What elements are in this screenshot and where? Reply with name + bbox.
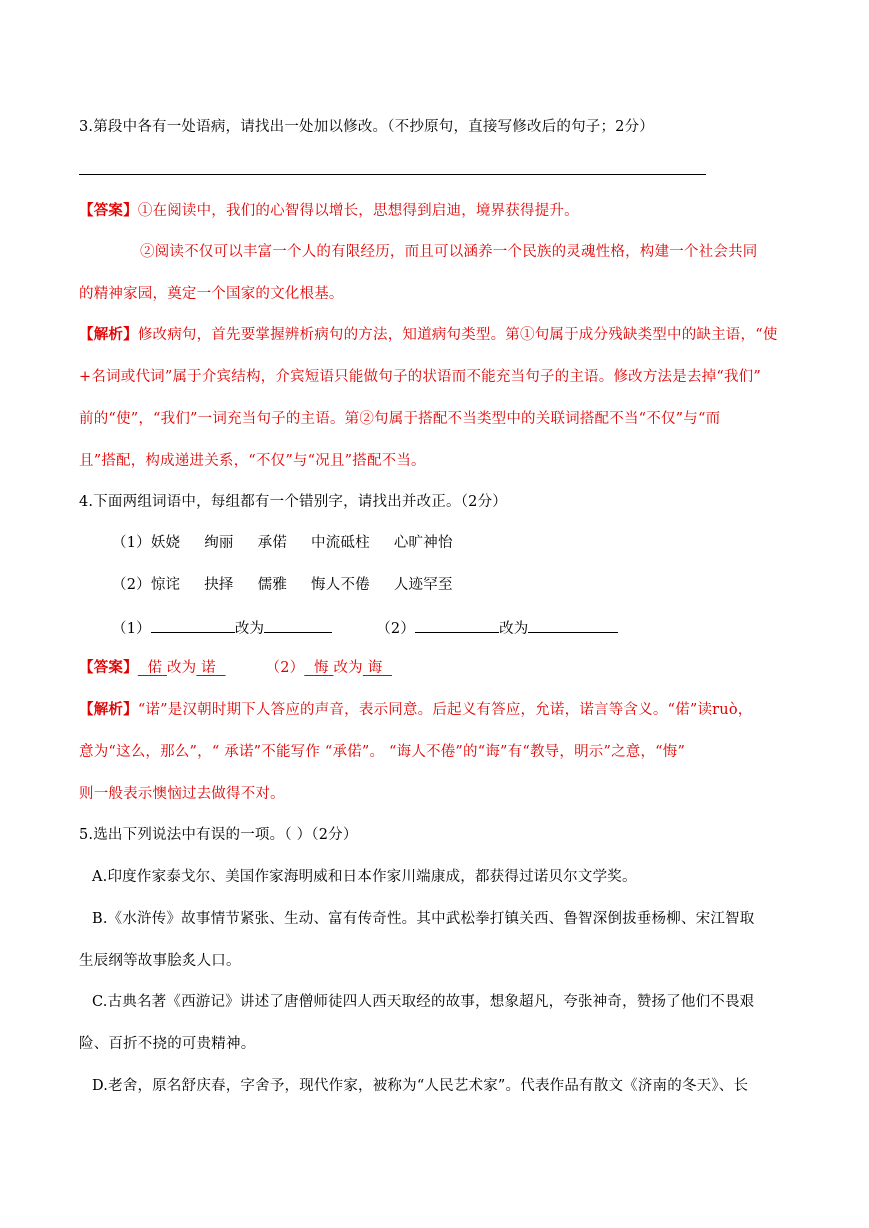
word: 绚丽 xyxy=(204,535,234,551)
word: 抉择 xyxy=(204,577,234,593)
word: 儒雅 xyxy=(257,577,288,593)
fill-change-2: 改为 xyxy=(499,621,529,637)
word: 承偌 xyxy=(257,535,288,551)
q4-answer xyxy=(79,657,799,679)
q4-analysis-line1 xyxy=(79,699,799,721)
analysis-tag: 【解析】 xyxy=(79,326,138,343)
fill-blank-1[interactable] xyxy=(151,616,235,633)
answer-tag: 【答案】 xyxy=(79,659,138,676)
q5-question: 5.选出下列说法中有误的一项。（ ）（2分） xyxy=(79,827,358,843)
q4-fill-blanks xyxy=(112,616,832,640)
q3-analysis-line4: 且”搭配，构成递进关系，“不仅”与“况且”搭配不当。 xyxy=(79,453,426,469)
answer-right-2: 诲 xyxy=(367,660,383,676)
word: 中流砥柱 xyxy=(311,535,370,551)
q4-group-2 xyxy=(112,574,832,596)
word: 惊诧 xyxy=(150,577,181,593)
word: 心旷神怡 xyxy=(393,535,453,551)
word: 悔人不倦 xyxy=(311,577,370,593)
group-label: （2） xyxy=(112,577,151,593)
answer-tag: 【答案】 xyxy=(79,202,138,219)
fill-label-2: （2） xyxy=(376,621,416,637)
answer-label-2: （2） xyxy=(265,660,305,676)
answer-line[interactable] xyxy=(79,174,706,175)
q5-option-c-line2: 险、百折不挠的可贵精神。 xyxy=(79,1036,256,1052)
answer-wrong-2: 悔 xyxy=(313,660,329,676)
analysis-text: 修改病句，首先要掌握辨析病句的方法，知道病句类型。第①句属于成分残缺类型中的缺主语，“使 xyxy=(137,327,778,343)
q3-analysis-line3: 前的“使”，“我们”一词充当句子的主语。第②句属于搭配不当类型中的关联词搭配不当“不仅”与“而 xyxy=(79,411,721,427)
answer-mid-2: 改为 xyxy=(333,660,363,676)
fill-blank-3[interactable] xyxy=(415,616,499,633)
word: 妖娆 xyxy=(150,535,181,551)
q3-question: 3.第段中各有一处语病，请找出一处加以修改。（不抄原句，直接写修改后的句子；2分） xyxy=(79,119,655,135)
q3-analysis-line1 xyxy=(79,324,799,346)
answer-mid-1: 改为 xyxy=(166,660,197,676)
analysis-text: “诺”是汉朝时期下人答应的声音，表示同意。后起义有答应，允诺，诺言等含义。“偌”读ruò， xyxy=(137,702,753,718)
q3-answer-2-line2: 的精神家园，奠定一个国家的文化根基。 xyxy=(79,286,344,302)
q4-question: 4.下面两组词语中，每组都有一个错别字，请找出并改正。（2分） xyxy=(79,494,508,510)
fill-blank-4[interactable] xyxy=(528,616,618,633)
group-label: （1） xyxy=(112,535,151,551)
q5-option-a[interactable]: A.印度作家泰戈尔、美国作家海明威和日本作家川端康成，都获得过诺贝尔文学奖。 xyxy=(92,869,637,885)
answer-wrong-1: 偌 xyxy=(147,660,163,676)
q5-option-b-line2: 生辰纲等故事脍炙人口。 xyxy=(79,953,241,969)
word: 人迹罕至 xyxy=(393,577,453,593)
q3-answer-1 xyxy=(79,200,799,222)
q4-analysis-line2: 意为“这么，那么”，“ 承诺”不能写作 “承偌”。 “诲人不倦”的“诲”有“教导，明示”之意，“悔” xyxy=(79,744,686,760)
q4-analysis-line3: 则一般表示懊恼过去做得不对。 xyxy=(79,786,285,802)
fill-blank-2[interactable] xyxy=(264,616,332,633)
q4-group-1 xyxy=(112,532,832,554)
q3-analysis-line2: +名词或代词”属于介宾结构，介宾短语只能做句子的状语而不能充当句子的主语。修改方法是去掉“我们” xyxy=(79,369,761,385)
q5-option-b-line1[interactable]: B.《水浒传》故事情节紧张、生动、富有传奇性。其中武松拳打镇关西、鲁智深倒拔垂杨柳、宋江智取 xyxy=(92,911,755,927)
fill-label-1: （1） xyxy=(112,621,151,637)
q5-option-c-line1[interactable]: C.古典名著《西游记》讲述了唐僧师徒四人西天取经的故事，想象超凡，夸张神奇，赞扬了他们不畏艰 xyxy=(92,994,755,1010)
answer-text: ①在阅读中，我们的心智得以增长，思想得到启迪，境界获得提升。 xyxy=(137,203,579,219)
q3-answer-2-line1: ②阅读不仅可以丰富一个人的有限经历，而且可以涵养一个民族的灵魂性格，构建一个社会共同 xyxy=(140,244,758,260)
fill-change-1: 改为 xyxy=(234,621,265,637)
analysis-tag: 【解析】 xyxy=(79,701,138,718)
answer-right-1: 诺 xyxy=(201,660,216,676)
q5-option-d-line1[interactable]: D.老舍，原名舒庆春，字舍予，现代作家，被称为“人民艺术家”。代表作品有散文《济南的冬天》、长 xyxy=(92,1078,749,1094)
